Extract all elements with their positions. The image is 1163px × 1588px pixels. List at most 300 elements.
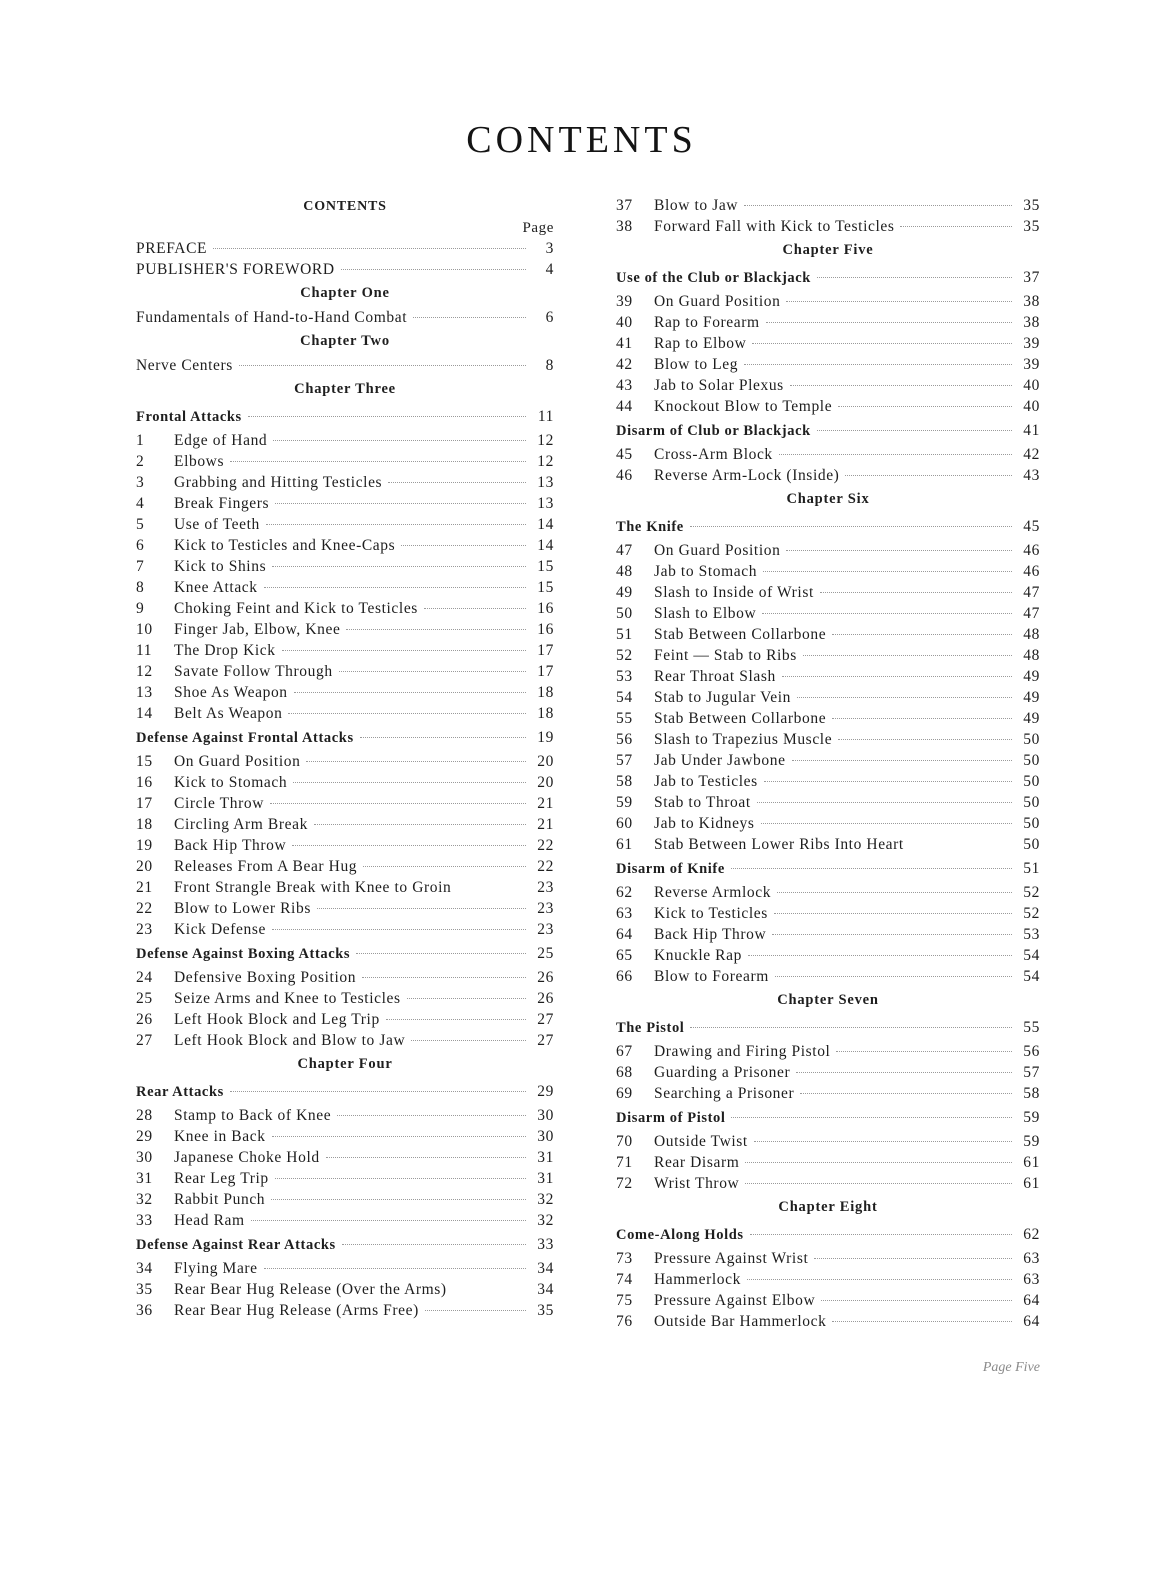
dot-leader — [786, 301, 1012, 302]
toc-entry — [616, 903, 1040, 924]
page-column-label: Page — [522, 220, 554, 236]
dot-leader — [339, 671, 526, 672]
toc-entry — [616, 195, 1040, 216]
dot-leader — [275, 1178, 526, 1179]
entry-number: 56 — [616, 731, 633, 748]
entry-number: 68 — [616, 1064, 633, 1081]
dot-leader — [731, 868, 1012, 869]
toc-section — [616, 267, 1040, 288]
toc-entry — [136, 619, 554, 640]
entry-number: 27 — [136, 1032, 153, 1049]
dot-leader — [690, 1027, 1012, 1028]
page-number: 20 — [537, 753, 554, 770]
page-number: 22 — [537, 837, 554, 854]
entry-number: 63 — [616, 905, 633, 922]
toc-entry — [136, 967, 554, 988]
entry-number: 35 — [136, 1281, 153, 1298]
entry-number: 50 — [616, 605, 633, 622]
entry-number: 45 — [616, 446, 633, 463]
page-number: 50 — [1023, 815, 1040, 832]
dot-leader — [362, 977, 526, 978]
dot-leader — [275, 503, 526, 504]
page-number: 59 — [1023, 1109, 1040, 1126]
toc-entry — [136, 919, 554, 940]
dot-leader — [761, 823, 1012, 824]
toc-entry — [136, 988, 554, 1009]
entry-number: 28 — [136, 1107, 153, 1124]
page-number: 49 — [1023, 689, 1040, 706]
dot-leader — [900, 226, 1012, 227]
chapter-heading: Chapter Eight — [778, 1199, 878, 1215]
entry-number: 64 — [616, 926, 633, 943]
entry-title: Rap to Forearm — [654, 314, 760, 331]
dot-leader — [386, 1019, 526, 1020]
page-number: 16 — [537, 600, 554, 617]
toc-section — [136, 406, 554, 427]
section-title: Defense Against Rear Attacks — [136, 1237, 336, 1253]
dot-leader — [317, 908, 526, 909]
toc-entry — [616, 1062, 1040, 1083]
entry-title: Belt As Weapon — [174, 705, 283, 722]
entry-number: 53 — [616, 668, 633, 685]
toc-section — [616, 1224, 1040, 1245]
page-number: 61 — [1023, 1175, 1040, 1192]
toc-entry — [616, 582, 1040, 603]
toc-entry — [616, 561, 1040, 582]
entry-title: Grabbing and Hitting Testicles — [174, 474, 383, 491]
page-footer: Page Five — [982, 1360, 1040, 1375]
page-number: 64 — [1023, 1292, 1040, 1309]
toc-entry — [616, 729, 1040, 750]
page-number: 45 — [1023, 518, 1040, 535]
entry-title: Rear Bear Hug Release (Arms Free) — [174, 1302, 419, 1319]
entry-title: Slash to Elbow — [654, 605, 757, 622]
chapter-heading: Chapter Four — [297, 1056, 393, 1072]
page-number: 19 — [537, 729, 554, 746]
entry-number: 1 — [136, 432, 145, 449]
entry-title: Fundamentals of Hand-to-Hand Combat — [136, 309, 408, 326]
entry-title: Blow to Lower Ribs — [174, 900, 311, 917]
page-number: 35 — [1023, 218, 1040, 235]
entry-title: Feint — Stab to Ribs — [654, 647, 797, 664]
chapter-heading: Chapter Six — [786, 491, 870, 507]
page-number: 23 — [537, 900, 554, 917]
entry-title: Jab to Testicles — [654, 773, 758, 790]
dot-leader — [411, 1040, 526, 1041]
page-number: 27 — [537, 1011, 554, 1028]
page-number: 40 — [1023, 377, 1040, 394]
toc-entry — [616, 1083, 1040, 1104]
dot-leader — [271, 1199, 526, 1200]
entry-title: PUBLISHER'S FOREWORD — [136, 261, 335, 278]
dot-leader — [786, 550, 1012, 551]
section-title: Disarm of Knife — [616, 861, 725, 877]
page-number: 49 — [1023, 710, 1040, 727]
entry-number: 26 — [136, 1011, 153, 1028]
dot-leader — [752, 343, 1012, 344]
entry-number: 32 — [136, 1191, 153, 1208]
toc-entry — [616, 813, 1040, 834]
dot-leader — [821, 1300, 1012, 1301]
page-number: 21 — [537, 795, 554, 812]
toc-entry — [136, 556, 554, 577]
entry-number: 10 — [136, 621, 153, 638]
dot-leader — [817, 430, 1012, 431]
page-number: 18 — [537, 684, 554, 701]
entry-number: 11 — [136, 642, 153, 659]
entry-title: Stab Between Collarbone — [654, 626, 827, 643]
page-number: 53 — [1023, 926, 1040, 943]
dot-leader — [288, 713, 526, 714]
dot-leader — [388, 482, 526, 483]
dot-leader — [360, 737, 526, 738]
dot-leader — [845, 475, 1012, 476]
entry-number: 67 — [616, 1043, 633, 1060]
entry-number: 46 — [616, 467, 633, 484]
entry-title: Elbows — [174, 453, 225, 470]
toc-entry — [616, 834, 1040, 855]
dot-leader — [239, 365, 526, 366]
entry-number: 31 — [136, 1170, 153, 1187]
dot-leader — [337, 1115, 526, 1116]
page-number: 11 — [537, 408, 554, 425]
toc-entry — [136, 640, 554, 661]
page-number: 29 — [537, 1083, 554, 1100]
toc-entry — [616, 750, 1040, 771]
dot-leader — [750, 1234, 1012, 1235]
entry-number: 52 — [616, 647, 633, 664]
section-title: Disarm of Pistol — [616, 1110, 726, 1126]
toc-entry — [136, 1147, 554, 1168]
entry-title: Kick to Testicles — [654, 905, 768, 922]
page-number: 59 — [1023, 1133, 1040, 1150]
toc-entry — [136, 1258, 554, 1279]
dot-leader — [782, 676, 1012, 677]
page-number: 62 — [1023, 1226, 1040, 1243]
toc-section — [616, 858, 1040, 879]
dot-leader — [292, 845, 526, 846]
toc-entry — [616, 882, 1040, 903]
entry-number: 44 — [616, 398, 633, 415]
toc-entry — [136, 238, 554, 259]
page-number: 12 — [537, 432, 554, 449]
dot-leader — [270, 803, 526, 804]
entry-title: Outside Bar Hammerlock — [654, 1313, 827, 1330]
entry-title: Kick Defense — [174, 921, 266, 938]
page-number: 23 — [537, 879, 554, 896]
entry-title: Left Hook Block and Leg Trip — [174, 1011, 380, 1028]
entry-number: 42 — [616, 356, 633, 373]
entry-title: PREFACE — [136, 240, 208, 257]
page-number: 40 — [1023, 398, 1040, 415]
entry-title: Japanese Choke Hold — [174, 1149, 320, 1166]
entry-number: 6 — [136, 537, 145, 554]
chapter-heading: Chapter One — [300, 285, 390, 301]
dot-leader — [342, 1244, 526, 1245]
entry-title: Knockout Blow to Temple — [654, 398, 833, 415]
dot-leader — [790, 385, 1012, 386]
entry-number: 24 — [136, 969, 153, 986]
page-number: 46 — [1023, 542, 1040, 559]
toc-entry — [616, 1290, 1040, 1311]
entry-title: Blow to Jaw — [654, 197, 739, 214]
toc-entry — [616, 375, 1040, 396]
page-number: 13 — [537, 474, 554, 491]
entry-title: Kick to Shins — [174, 558, 267, 575]
page-number: 48 — [1023, 626, 1040, 643]
page-number: 31 — [537, 1170, 554, 1187]
page-number: 16 — [537, 621, 554, 638]
entry-title: Rear Throat Slash — [654, 668, 776, 685]
page-number: 63 — [1023, 1250, 1040, 1267]
entry-number: 21 — [136, 879, 153, 896]
dot-leader — [282, 650, 526, 651]
entry-title: Stab Between Lower Ribs Into Heart — [654, 836, 904, 853]
dot-leader — [248, 416, 526, 417]
dot-leader — [690, 526, 1012, 527]
page-number: 50 — [1023, 731, 1040, 748]
page-number: 58 — [1023, 1085, 1040, 1102]
entry-title: Break Fingers — [174, 495, 270, 512]
dot-leader — [341, 269, 526, 270]
toc-entry — [136, 259, 554, 280]
entry-title: The Drop Kick — [174, 642, 276, 659]
dot-leader — [314, 824, 526, 825]
entry-number: 8 — [136, 579, 145, 596]
entry-number: 49 — [616, 584, 633, 601]
toc-entry — [616, 1173, 1040, 1194]
entry-title: Slash to Trapezius Muscle — [654, 731, 833, 748]
dot-leader — [797, 697, 1012, 698]
toc-entry — [136, 793, 554, 814]
entry-number: 34 — [136, 1260, 153, 1277]
page-title: CONTENTS — [466, 119, 697, 161]
toc-entry — [616, 1131, 1040, 1152]
entry-title: Pressure Against Elbow — [654, 1292, 816, 1309]
entry-number: 59 — [616, 794, 633, 811]
entry-title: Jab to Solar Plexus — [654, 377, 784, 394]
entry-number: 58 — [616, 773, 633, 790]
toc-section — [136, 727, 554, 748]
page-number: 35 — [537, 1302, 554, 1319]
dot-leader — [744, 205, 1012, 206]
page-number: 56 — [1023, 1043, 1040, 1060]
dot-leader — [757, 802, 1012, 803]
toc-entry — [616, 396, 1040, 417]
page-number: 46 — [1023, 563, 1040, 580]
section-title: Frontal Attacks — [136, 409, 242, 425]
entry-number: 7 — [136, 558, 145, 575]
entry-number: 57 — [616, 752, 633, 769]
entry-number: 54 — [616, 689, 633, 706]
toc-list-right — [616, 195, 1040, 1332]
page-number: 52 — [1023, 905, 1040, 922]
section-title: The Knife — [616, 519, 684, 535]
toc-entry — [136, 451, 554, 472]
entry-number: 20 — [136, 858, 153, 875]
dot-leader — [294, 692, 526, 693]
entry-title: Searching a Prisoner — [654, 1085, 795, 1102]
page-number: 42 — [1023, 446, 1040, 463]
dot-leader — [763, 571, 1012, 572]
entry-title: Guarding a Prisoner — [654, 1064, 791, 1081]
section-title: Disarm of Club or Blackjack — [616, 423, 811, 439]
dot-leader — [745, 1183, 1012, 1184]
entry-title: Stab Between Collarbone — [654, 710, 827, 727]
entry-title: On Guard Position — [654, 542, 781, 559]
entry-title: Rear Disarm — [654, 1154, 740, 1171]
toc-list-left — [136, 238, 554, 1321]
entry-title: Back Hip Throw — [654, 926, 767, 943]
entry-title: Releases From A Bear Hug — [174, 858, 358, 875]
toc-entry — [616, 444, 1040, 465]
entry-title: Front Strangle Break with Knee to Groin — [174, 879, 452, 896]
entry-number: 74 — [616, 1271, 633, 1288]
page-number: 4 — [545, 261, 554, 278]
entry-title: Finger Jab, Elbow, Knee — [174, 621, 341, 638]
toc-entry — [616, 216, 1040, 237]
page-number: 27 — [537, 1032, 554, 1049]
dot-leader — [731, 1117, 1012, 1118]
toc-entry — [616, 333, 1040, 354]
entry-number: 38 — [616, 218, 633, 235]
entry-number: 47 — [616, 542, 633, 559]
toc-section — [136, 1081, 554, 1102]
entry-number: 37 — [616, 197, 633, 214]
entry-title: Left Hook Block and Blow to Jaw — [174, 1032, 406, 1049]
entry-number: 22 — [136, 900, 153, 917]
entry-title: Savate Follow Through — [174, 663, 333, 680]
entry-number: 51 — [616, 626, 633, 643]
page-number: 52 — [1023, 884, 1040, 901]
toc-entry — [616, 666, 1040, 687]
entry-title: Slash to Inside of Wrist — [654, 584, 814, 601]
entry-number: 72 — [616, 1175, 633, 1192]
toc-section — [616, 1107, 1040, 1128]
toc-entry — [136, 835, 554, 856]
toc-entry — [136, 661, 554, 682]
page-number: 17 — [537, 642, 554, 659]
page-number: 12 — [537, 453, 554, 470]
entry-title: Cross-Arm Block — [654, 446, 773, 463]
entry-number: 13 — [136, 684, 153, 701]
page-number: 38 — [1023, 293, 1040, 310]
entry-number: 4 — [136, 495, 145, 512]
toc-entry — [616, 1248, 1040, 1269]
page-number: 13 — [537, 495, 554, 512]
toc-column-right — [616, 195, 1040, 1332]
toc-entry — [616, 1269, 1040, 1290]
entry-title: Stab to Jugular Vein — [654, 689, 791, 706]
toc-entry — [616, 687, 1040, 708]
dot-leader — [273, 440, 526, 441]
section-title: Defense Against Frontal Attacks — [136, 730, 354, 746]
page-number: 50 — [1023, 752, 1040, 769]
toc-entry — [616, 924, 1040, 945]
dot-leader — [796, 1072, 1012, 1073]
page-number: 18 — [537, 705, 554, 722]
entry-number: 76 — [616, 1313, 633, 1330]
entry-number: 2 — [136, 453, 145, 470]
entry-title: Knee Attack — [174, 579, 258, 596]
dot-leader — [266, 524, 526, 525]
entry-title: Circling Arm Break — [174, 816, 308, 833]
entry-title: Stamp to Back of Knee — [174, 1107, 332, 1124]
dot-leader — [832, 634, 1012, 635]
entry-title: Nerve Centers — [136, 357, 233, 374]
entry-title: Seize Arms and Knee to Testicles — [174, 990, 401, 1007]
page-number: 30 — [537, 1128, 554, 1145]
toc-entry — [616, 540, 1040, 561]
dot-leader — [836, 1051, 1012, 1052]
dot-leader — [326, 1157, 526, 1158]
page-number: 37 — [1023, 269, 1040, 286]
toc-entry — [136, 1189, 554, 1210]
page-number: 21 — [537, 816, 554, 833]
dot-leader — [777, 892, 1012, 893]
toc-entry — [136, 856, 554, 877]
entry-number: 60 — [616, 815, 633, 832]
entry-title: Rabbit Punch — [174, 1191, 266, 1208]
toc-entry — [136, 814, 554, 835]
entry-title: Blow to Leg — [654, 356, 739, 373]
page-number: 41 — [1023, 422, 1040, 439]
page-number: 22 — [537, 858, 554, 875]
dot-leader — [747, 1279, 1012, 1280]
entry-number: 65 — [616, 947, 633, 964]
page-number: 20 — [537, 774, 554, 791]
chapter-heading: Chapter Seven — [777, 992, 879, 1008]
toc-entry — [616, 1311, 1040, 1332]
entry-number: 16 — [136, 774, 153, 791]
page-number: 31 — [537, 1149, 554, 1166]
page-number: 6 — [545, 309, 554, 326]
chapter-heading: Chapter Five — [782, 242, 874, 258]
toc-entry — [136, 1105, 554, 1126]
dot-leader — [264, 1268, 526, 1269]
entry-title: Reverse Arm-Lock (Inside) — [654, 467, 840, 484]
entry-number: 5 — [136, 516, 145, 533]
entry-number: 73 — [616, 1250, 633, 1267]
entry-title: Jab to Kidneys — [654, 815, 755, 832]
entry-number: 17 — [136, 795, 153, 812]
entry-title: Forward Fall with Kick to Testicles — [654, 218, 895, 235]
toc-column-left — [136, 195, 554, 1321]
page-number: 17 — [537, 663, 554, 680]
entry-number: 66 — [616, 968, 633, 985]
entry-title: Pressure Against Wrist — [654, 1250, 809, 1267]
page-number: 14 — [537, 537, 554, 554]
toc-section — [616, 516, 1040, 537]
page-number: 32 — [537, 1212, 554, 1229]
dot-leader — [356, 953, 526, 954]
page-number: 26 — [537, 990, 554, 1007]
section-title: Come-Along Holds — [616, 1227, 744, 1243]
entry-number: 61 — [616, 836, 633, 853]
entry-number: 69 — [616, 1085, 633, 1102]
page-number: 25 — [537, 945, 554, 962]
toc-entry — [136, 514, 554, 535]
entry-number: 33 — [136, 1212, 153, 1229]
page-number: 32 — [537, 1191, 554, 1208]
dot-leader — [772, 934, 1012, 935]
entry-number: 23 — [136, 921, 153, 938]
toc-section — [616, 420, 1040, 441]
dot-leader — [774, 913, 1012, 914]
entry-number: 70 — [616, 1133, 633, 1150]
dot-leader — [792, 760, 1012, 761]
entry-number: 15 — [136, 753, 153, 770]
